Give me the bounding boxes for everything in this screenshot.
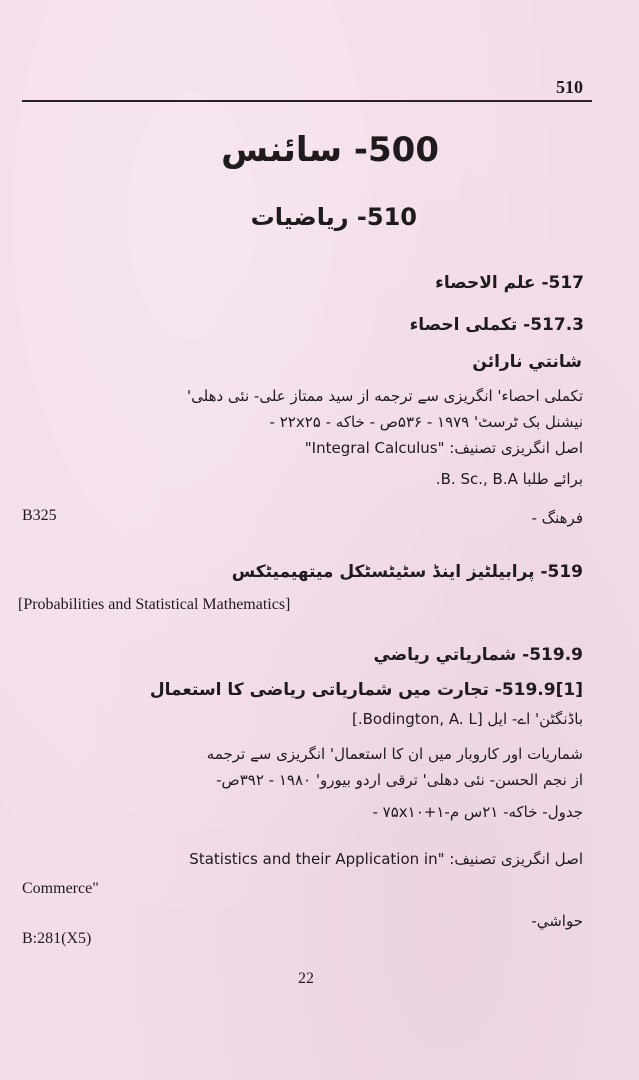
author-bodington: باڈنگٹن' اے- ایل [Bodington, A. L.] bbox=[352, 710, 583, 728]
entry1-call-number: B325 bbox=[22, 507, 57, 524]
header-rule bbox=[22, 100, 592, 102]
entry1-line2: نیشنل بک ٹرسٹ' ۱۹۷۹ - ۵۳۶ص - خاکه - ۲۲x۲۵ - bbox=[269, 413, 583, 431]
entry2-original-title: اصل انگریزی تصنیف: "Statistics and their Application in bbox=[189, 850, 583, 868]
class-519-9-1: [1]519.9- تجارت میں شماریاتی ریاضی کا استعمال bbox=[149, 680, 583, 700]
footer-page-number: 22 bbox=[298, 970, 314, 987]
entry1-audience: برائے طلبا B. Sc., B.A. bbox=[435, 470, 583, 488]
sub-heading: 510- رياضيات bbox=[250, 203, 417, 231]
main-heading: 500- سائنس bbox=[221, 130, 439, 170]
author-shanti-narain: شانتي نارائن bbox=[472, 352, 582, 372]
entry2-line2: از نجم الحسن- نئی دهلی' ترقی اردو بیورو' ۱۹۸۰ - ۳۹۲ص- bbox=[216, 771, 583, 789]
entry1-original-title: اصل انگریزی تصنیف: "Integral Calculus" bbox=[304, 439, 583, 457]
class-519-9: 519.9- شماریاتي ریاضي bbox=[373, 645, 583, 665]
entry1-glossary: فرهنگ - bbox=[531, 509, 583, 527]
entry2-line1: شماریات اور کاروبار میں ان کا استعمال' انگریزی سے ترجمه bbox=[206, 745, 583, 763]
class-517-3: 517.3- تکملی احصاء bbox=[409, 315, 584, 335]
class-519-english: [Probabilities and Statistical Mathematics] bbox=[18, 596, 291, 613]
entry1-line1: تکملی احصاء' انگریزی سے ترجمه از سید ممتاز علی- نئی دهلی' bbox=[186, 387, 583, 405]
entry2-original-title-cont: Commerce" bbox=[22, 880, 99, 897]
class-519: 519- پرابیلٹیز اینڈ سٹیٹسٹکل میتھیمیٹکس bbox=[231, 562, 583, 582]
page-number: 510 bbox=[556, 77, 583, 97]
class-517: 517- علم الاحصاء bbox=[435, 273, 584, 293]
entry2-call-number: B:281(X5) bbox=[22, 930, 92, 947]
entry2-line3: جدول- خاکه- ۲۱س م-۷۵x۱۰+۱ - bbox=[372, 803, 583, 821]
entry2-notes: حواشي- bbox=[531, 912, 583, 930]
